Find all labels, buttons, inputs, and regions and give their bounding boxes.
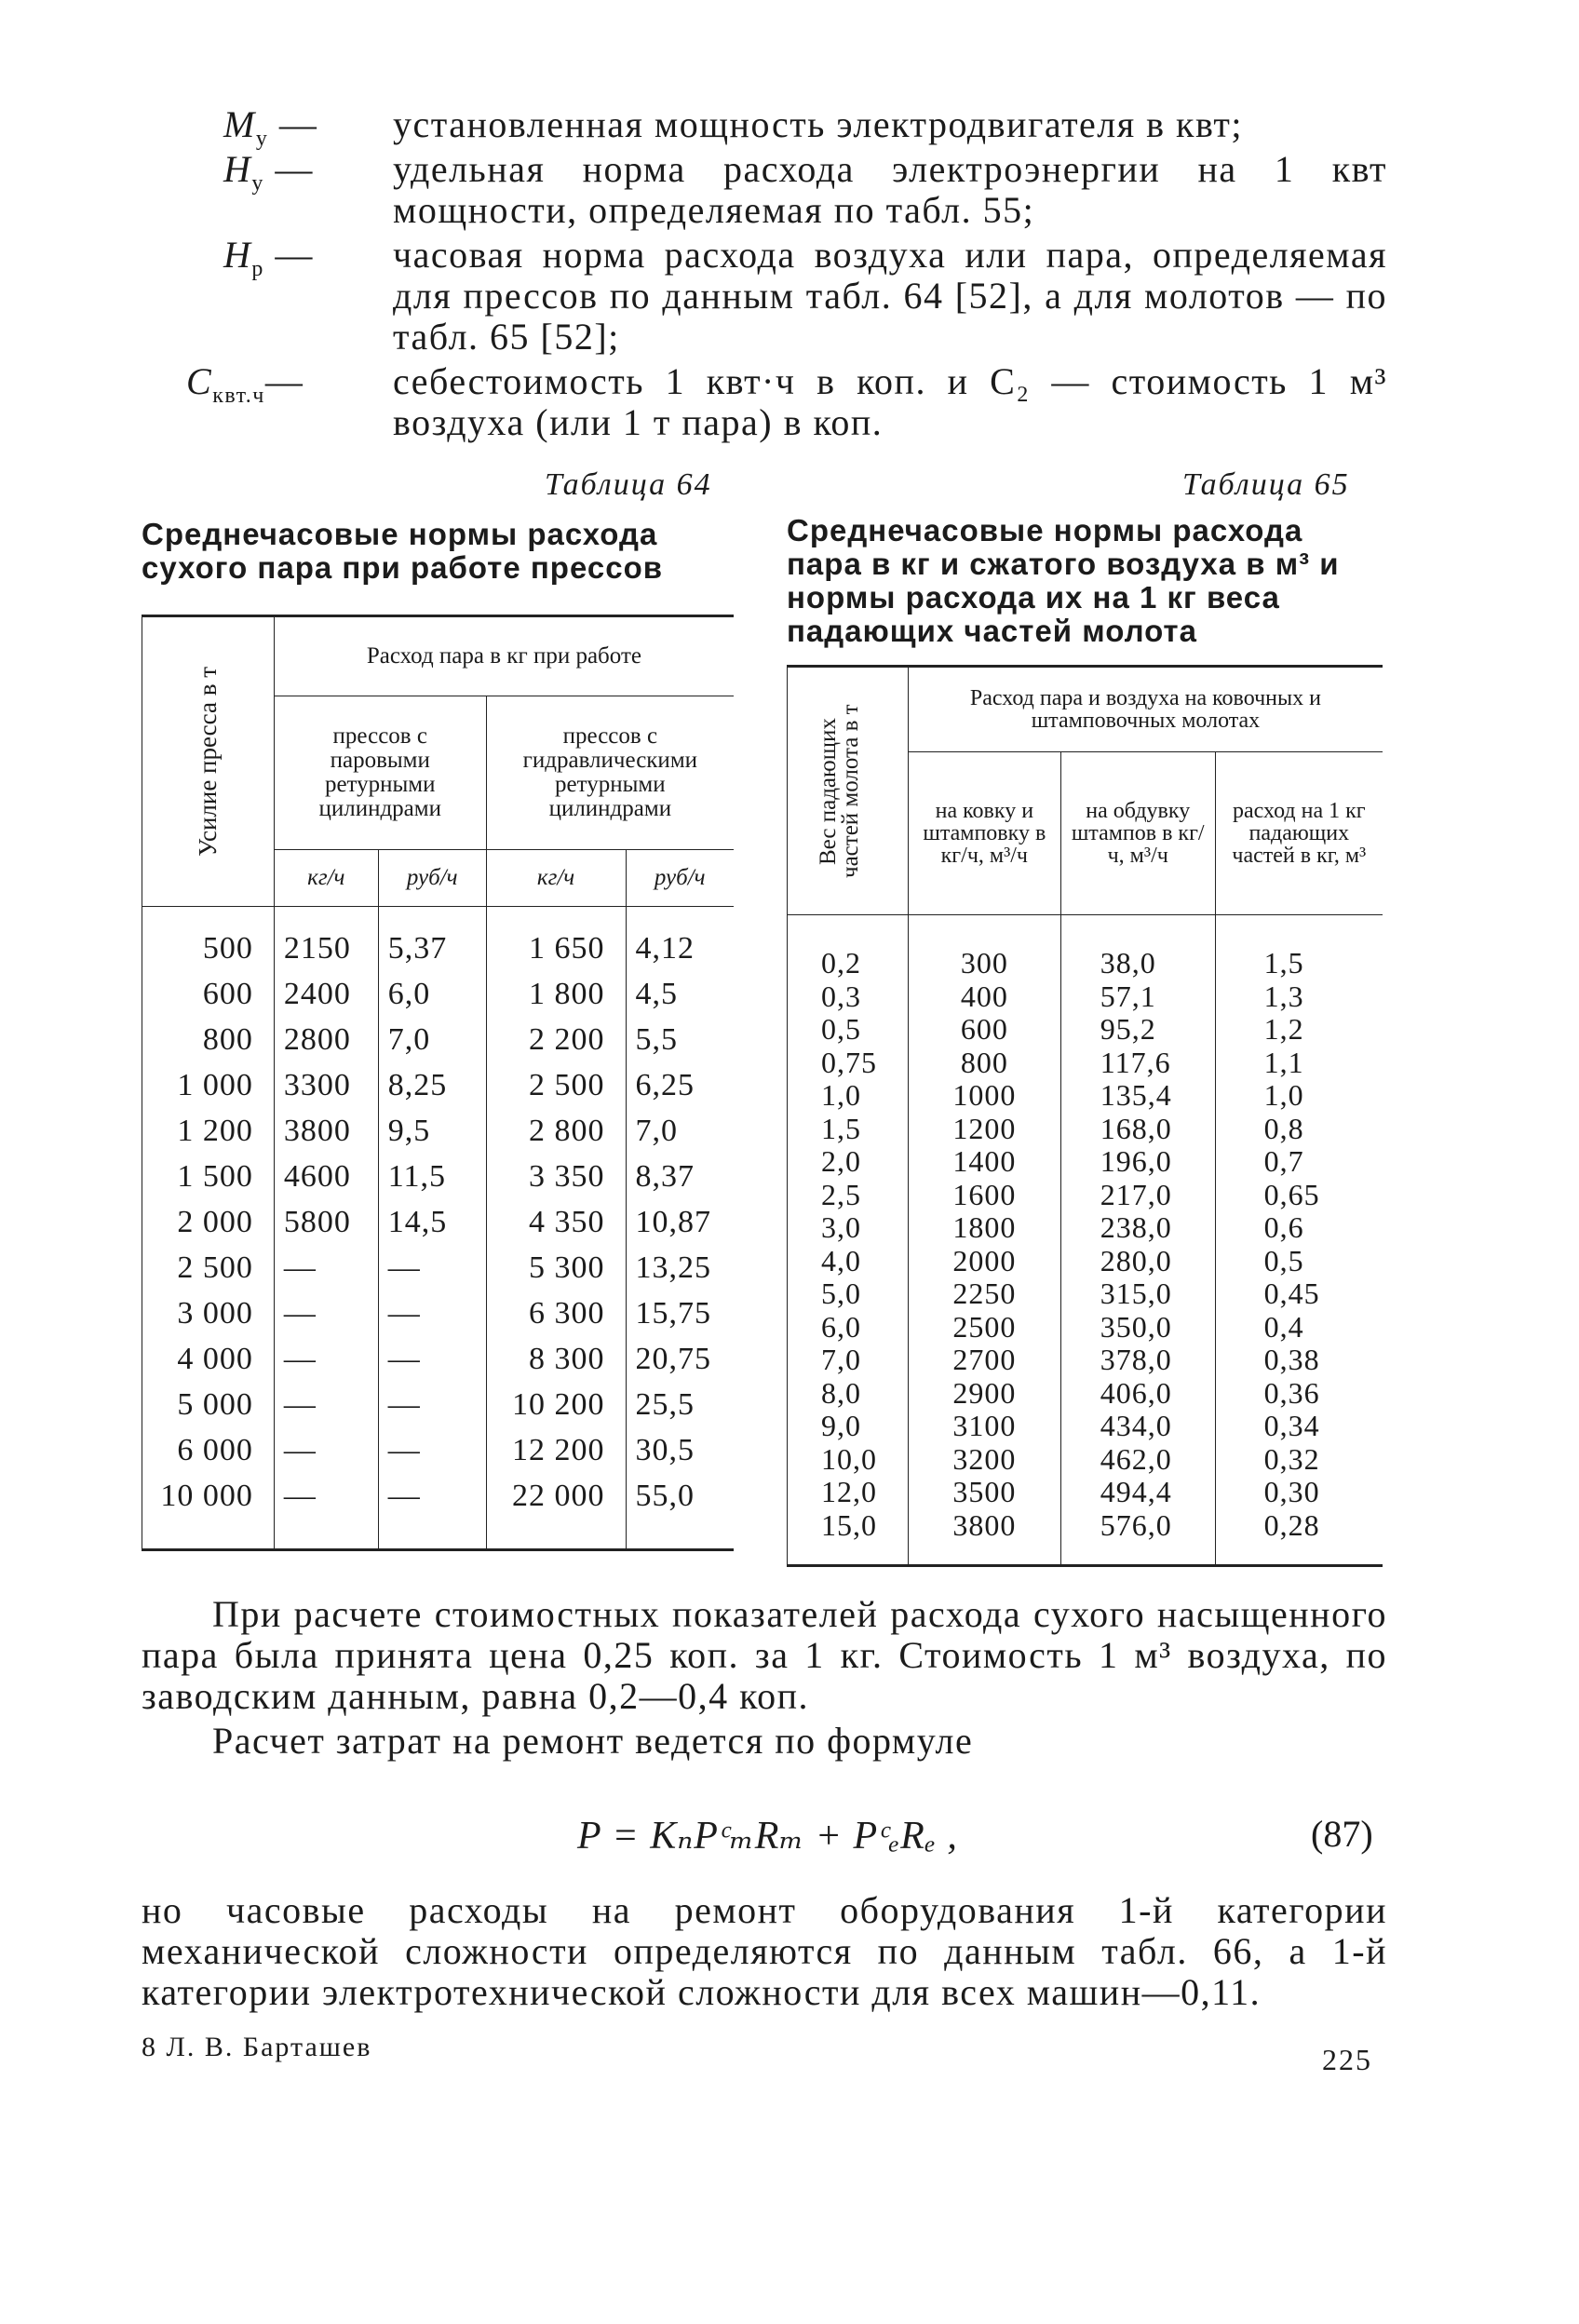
definition-item: $Н_р$ — часовая норма расхода воздуха или пара, определяемая для прессов по данным табл. 64 [52], а для молотов — по табл. 65 [52]; [223,234,1387,358]
table-cell: 4600 [274,1154,378,1199]
table-row [788,1013,1383,1047]
table-cell: 0,6 [1215,1211,1383,1245]
table65-title: Среднечасовые нормы расхода пара в кг и сжатого воздуха в м³ и нормы расхода их на 1 кг веса падающих частей молота [787,513,1340,648]
table-cell: 406,0 [1060,1377,1215,1411]
table-cell: 5,0 [788,1277,909,1311]
table-row [788,1211,1383,1245]
table-cell: 8,25 [378,1062,486,1108]
table-cell: 20,75 [626,1336,734,1382]
definition-item: $M_у$ — установленная мощность электродвигателя в квт; [223,103,1243,151]
equation-number: (87) [1311,1813,1373,1855]
table-row [788,1277,1383,1311]
table-cell: 4,0 [788,1245,909,1278]
table64-unit-rub: руб/ч [378,850,486,907]
table-cell: 0,36 [1215,1377,1383,1411]
definition-symbol: Н [223,148,252,190]
table-cell: 1,5 [788,1113,909,1146]
table-cell: 0,5 [788,1013,909,1047]
table-cell: 600 [142,971,275,1017]
table64-header-sub-b: прессов с гидравлическими ретурными цилиндрами [486,696,734,850]
table-cell: 7,0 [378,1017,486,1062]
table-cell: 2 200 [486,1017,626,1062]
table-cell: 135,4 [1060,1079,1215,1113]
table-cell: 1 000 [142,1062,275,1108]
table-cell: 4,5 [626,971,734,1017]
table-cell: 1,0 [788,1079,909,1113]
definition-subscript: у [251,171,264,196]
table-cell: 0,3 [788,980,909,1014]
table64-header-group: Расход пара в кг при работе [274,616,734,696]
table-cell: 0,30 [1215,1476,1383,1509]
table-cell: — [274,1382,378,1427]
table-cell: 0,28 [1215,1509,1383,1566]
table-cell: 1,3 [1215,980,1383,1014]
table64-unit-rub: руб/ч [626,850,734,907]
table-row [788,1079,1383,1113]
definition-item: $Н_у$ — удельная норма расхода электроэнергии на 1 квт мощности, определяемая по табл. 55; [223,148,1387,231]
definition-item: $С_{квт.ч}—$ себестоимость 1 квт·ч в коп. и С₂ — стоимость 1 м³ воздуха (или 1 т пара) в коп. [186,360,1387,443]
table-cell: 2 800 [486,1108,626,1154]
table-cell: 13,25 [626,1245,734,1290]
table-cell: 5 300 [486,1245,626,1290]
table-cell: 30,5 [626,1427,734,1473]
table-cell: 0,65 [1215,1179,1383,1212]
table-cell: 55,0 [626,1473,734,1550]
table-cell: 1,5 [1215,915,1383,980]
table-cell: 25,5 [626,1382,734,1427]
table-row [788,1443,1383,1477]
table-cell: 3 350 [486,1154,626,1199]
table-cell: 1200 [908,1113,1060,1146]
table-cell: 1,1 [1215,1047,1383,1080]
table-row [142,971,735,1017]
table-cell: 576,0 [1060,1509,1215,1566]
definition-subscript: у [255,127,269,151]
table-cell: 5,5 [626,1017,734,1062]
table-cell: 0,75 [788,1047,909,1080]
table-cell: 57,1 [1060,980,1215,1014]
table-cell: 0,32 [1215,1443,1383,1477]
table-cell: — [274,1245,378,1290]
table-cell: 217,0 [1060,1179,1215,1212]
table-cell: 10 200 [486,1382,626,1427]
table-cell: — [378,1245,486,1290]
table-cell: 2150 [274,907,378,972]
table64-header-force: Усилие пресса в т [142,616,275,907]
table-cell: 6 300 [486,1290,626,1336]
table65-header-weight: Вес падающих частей молота в т [788,667,909,915]
table-cell: 0,38 [1215,1344,1383,1377]
table-cell: 2,0 [788,1145,909,1179]
table-cell: 0,34 [1215,1410,1383,1443]
table-cell: 2 500 [486,1062,626,1108]
table-cell: 3800 [274,1108,378,1154]
table-row [142,1473,735,1550]
table-row [142,1199,735,1245]
table-cell: 5 000 [142,1382,275,1427]
table-cell: 1 800 [486,971,626,1017]
table-row [142,1382,735,1427]
table-row [142,1062,735,1108]
table-cell: — [274,1473,378,1550]
table64-header-sub-a: прессов с паровыми ретурными цилиндрами [274,696,486,850]
table-cell: 1600 [908,1179,1060,1212]
definition-text: часовая норма расхода воздуха или пара, определяемая для прессов по данным табл. 64 [52], а для молотов — по табл. 65 [52]; [393,234,1387,358]
table64-body [142,907,735,1550]
table-row [788,1145,1383,1179]
table-cell: 2000 [908,1245,1060,1278]
table65-header-sub-b: на обдувку штампов в кг/ч, м³/ч [1060,752,1215,915]
table-cell: 8 300 [486,1336,626,1382]
table-cell: 8,0 [788,1377,909,1411]
table-cell: 6,0 [788,1311,909,1344]
table-cell: 800 [908,1047,1060,1080]
table-cell: — [378,1382,486,1427]
table-cell: 9,5 [378,1108,486,1154]
table-row [788,1245,1383,1278]
table65-header-group: Расход пара и воздуха на ковочных и штамповочных молотах [908,667,1383,752]
table-row [142,1017,735,1062]
table-row [788,1311,1383,1344]
table-cell: 3800 [908,1509,1060,1566]
table64-title: Среднечасовые нормы расхода сухого пара при работе прессов [142,517,664,585]
page-number: 225 [1322,2043,1372,2076]
table-cell: 0,7 [1215,1145,1383,1179]
table-cell: 494,4 [1060,1476,1215,1509]
table-cell: 2500 [908,1311,1060,1344]
table-cell: 1 200 [142,1108,275,1154]
table-row [788,980,1383,1014]
table-cell: — [274,1290,378,1336]
table65-header-sub-c: расход на 1 кг падающих частей в кг, м³ [1215,752,1383,915]
table-cell: — [378,1427,486,1473]
definition-symbol: M [223,103,256,145]
table-row [142,907,735,972]
table-cell: 12 200 [486,1427,626,1473]
table64-caption: Таблица 64 [545,467,712,502]
table65-header-sub-a: на ковку и штамповку в кг/ч, м³/ч [908,752,1060,915]
table-cell: 0,5 [1215,1245,1383,1278]
table-row [788,1344,1383,1377]
footer-signature: 8 Л. В. Барташев [142,2032,372,2062]
table-row [142,1108,735,1154]
table-row [788,1410,1383,1443]
table-cell: 2400 [274,971,378,1017]
table-cell: 3300 [274,1062,378,1108]
table-cell: 15,75 [626,1290,734,1336]
definition-text: установленная мощность электродвигателя в квт; [393,103,1243,145]
table-row [788,1377,1383,1411]
table-cell: 434,0 [1060,1410,1215,1443]
table-cell: 95,2 [1060,1013,1215,1047]
table-cell: 1,2 [1215,1013,1383,1047]
table-cell: 2 000 [142,1199,275,1245]
table64 [142,615,734,1551]
definition-symbol: Н [223,234,252,276]
table-cell: 280,0 [1060,1245,1215,1278]
table65-caption: Таблица 65 [1182,467,1350,502]
table-cell: 5,37 [378,907,486,972]
table-cell: 168,0 [1060,1113,1215,1146]
table-cell: 2900 [908,1377,1060,1411]
table-cell: 3,0 [788,1211,909,1245]
table-cell: 22 000 [486,1473,626,1550]
table-row [788,1476,1383,1509]
table65 [787,665,1383,1567]
table-row [788,1179,1383,1212]
table-cell: 1 650 [486,907,626,972]
table-cell: 10,0 [788,1443,909,1477]
definitions-list [186,103,1387,447]
table-cell: 196,0 [1060,1145,1215,1179]
table-cell: 0,4 [1215,1311,1383,1344]
table-cell: 800 [142,1017,275,1062]
table-cell: 2,5 [788,1179,909,1212]
formula-87 [577,1812,958,1858]
table-cell: 11,5 [378,1154,486,1199]
table-cell: 12,0 [788,1476,909,1509]
table-cell: 1400 [908,1145,1060,1179]
table-cell: 1 500 [142,1154,275,1199]
table-cell: — [274,1336,378,1382]
table-cell: 0,45 [1215,1277,1383,1311]
table-cell: 6,0 [378,971,486,1017]
table-cell: 3100 [908,1410,1060,1443]
table-cell: 3200 [908,1443,1060,1477]
table-row [142,1154,735,1199]
table-cell: 350,0 [1060,1311,1215,1344]
table-cell: 2250 [908,1277,1060,1311]
table-cell: 0,8 [1215,1113,1383,1146]
definition-text: себестоимость 1 квт·ч в коп. и С₂ — стоимость 1 м³ воздуха (или 1 т пара) в коп. [393,360,1387,443]
definition-text: удельная норма расхода электроэнергии на 1 квт мощности, определяемая по табл. 55; [393,148,1387,231]
table-cell: 238,0 [1060,1211,1215,1245]
table-cell: 300 [908,915,1060,980]
table-cell: 10 000 [142,1473,275,1550]
table-cell: 14,5 [378,1199,486,1245]
table-row [142,1290,735,1336]
table-cell: 315,0 [1060,1277,1215,1311]
table-cell: — [378,1336,486,1382]
table-row [788,1113,1383,1146]
table-cell: 378,0 [1060,1344,1215,1377]
table-cell: 7,0 [788,1344,909,1377]
table-cell: 2800 [274,1017,378,1062]
table-cell: 5800 [274,1199,378,1245]
table-cell: 2 500 [142,1245,275,1290]
table-row [142,1336,735,1382]
table-cell: 0,2 [788,915,909,980]
table-cell: 600 [908,1013,1060,1047]
table-cell: 4 000 [142,1336,275,1382]
table64-unit-kg: кг/ч [486,850,626,907]
table-cell: 4 350 [486,1199,626,1245]
formula-text: P = KₙPᶜₘRₘ + PᶜₑRₑ , [577,1815,958,1858]
table-cell: 8,37 [626,1154,734,1199]
table-cell: 9,0 [788,1410,909,1443]
table-cell: 4,12 [626,907,734,972]
table-cell: 462,0 [1060,1443,1215,1477]
table-cell: 1000 [908,1079,1060,1113]
table-cell: 7,0 [626,1108,734,1154]
table65-body [788,915,1383,1566]
table-row [788,1509,1383,1566]
table-row [788,915,1383,980]
table-row [788,1047,1383,1080]
definition-subscript: квт.ч [212,384,265,408]
table-row [142,1427,735,1473]
definition-subscript: р [251,257,264,281]
table-cell: 2700 [908,1344,1060,1377]
paragraph-repair-costs: но часовые расходы на ремонт оборудования 1-й категории механической сложности определяются по данным табл. 66, а 1-й категории электротехнической сложности для всех машин—0,11. [142,1889,1387,2013]
table-cell: — [378,1290,486,1336]
table-cell: 15,0 [788,1509,909,1566]
table-cell: 1800 [908,1211,1060,1245]
table-cell: 1,0 [1215,1079,1383,1113]
table-cell: — [274,1427,378,1473]
table64-unit-kg: кг/ч [274,850,378,907]
table-cell: 400 [908,980,1060,1014]
table-cell: 10,87 [626,1199,734,1245]
table-cell: 6,25 [626,1062,734,1108]
table-cell: 117,6 [1060,1047,1215,1080]
table-cell: 38,0 [1060,915,1215,980]
paragraph-price: При расчете стоимостных показателей расхода сухого насыщенного пара была принята цена 0,25 коп. за 1 кг. Стоимость 1 м³ воздуха, по заводским данным, равна 0,2—0,4 коп. [142,1593,1387,1717]
table-row [142,1245,735,1290]
table-cell: 6 000 [142,1427,275,1473]
paragraph-formula-intro: Расчет затрат на ремонт ведется по формуле [212,1720,974,1762]
table-cell: 3 000 [142,1290,275,1336]
table-cell: 3500 [908,1476,1060,1509]
table-cell: 500 [142,907,275,972]
definition-symbol: С [186,360,213,402]
table-cell: — [378,1473,486,1550]
